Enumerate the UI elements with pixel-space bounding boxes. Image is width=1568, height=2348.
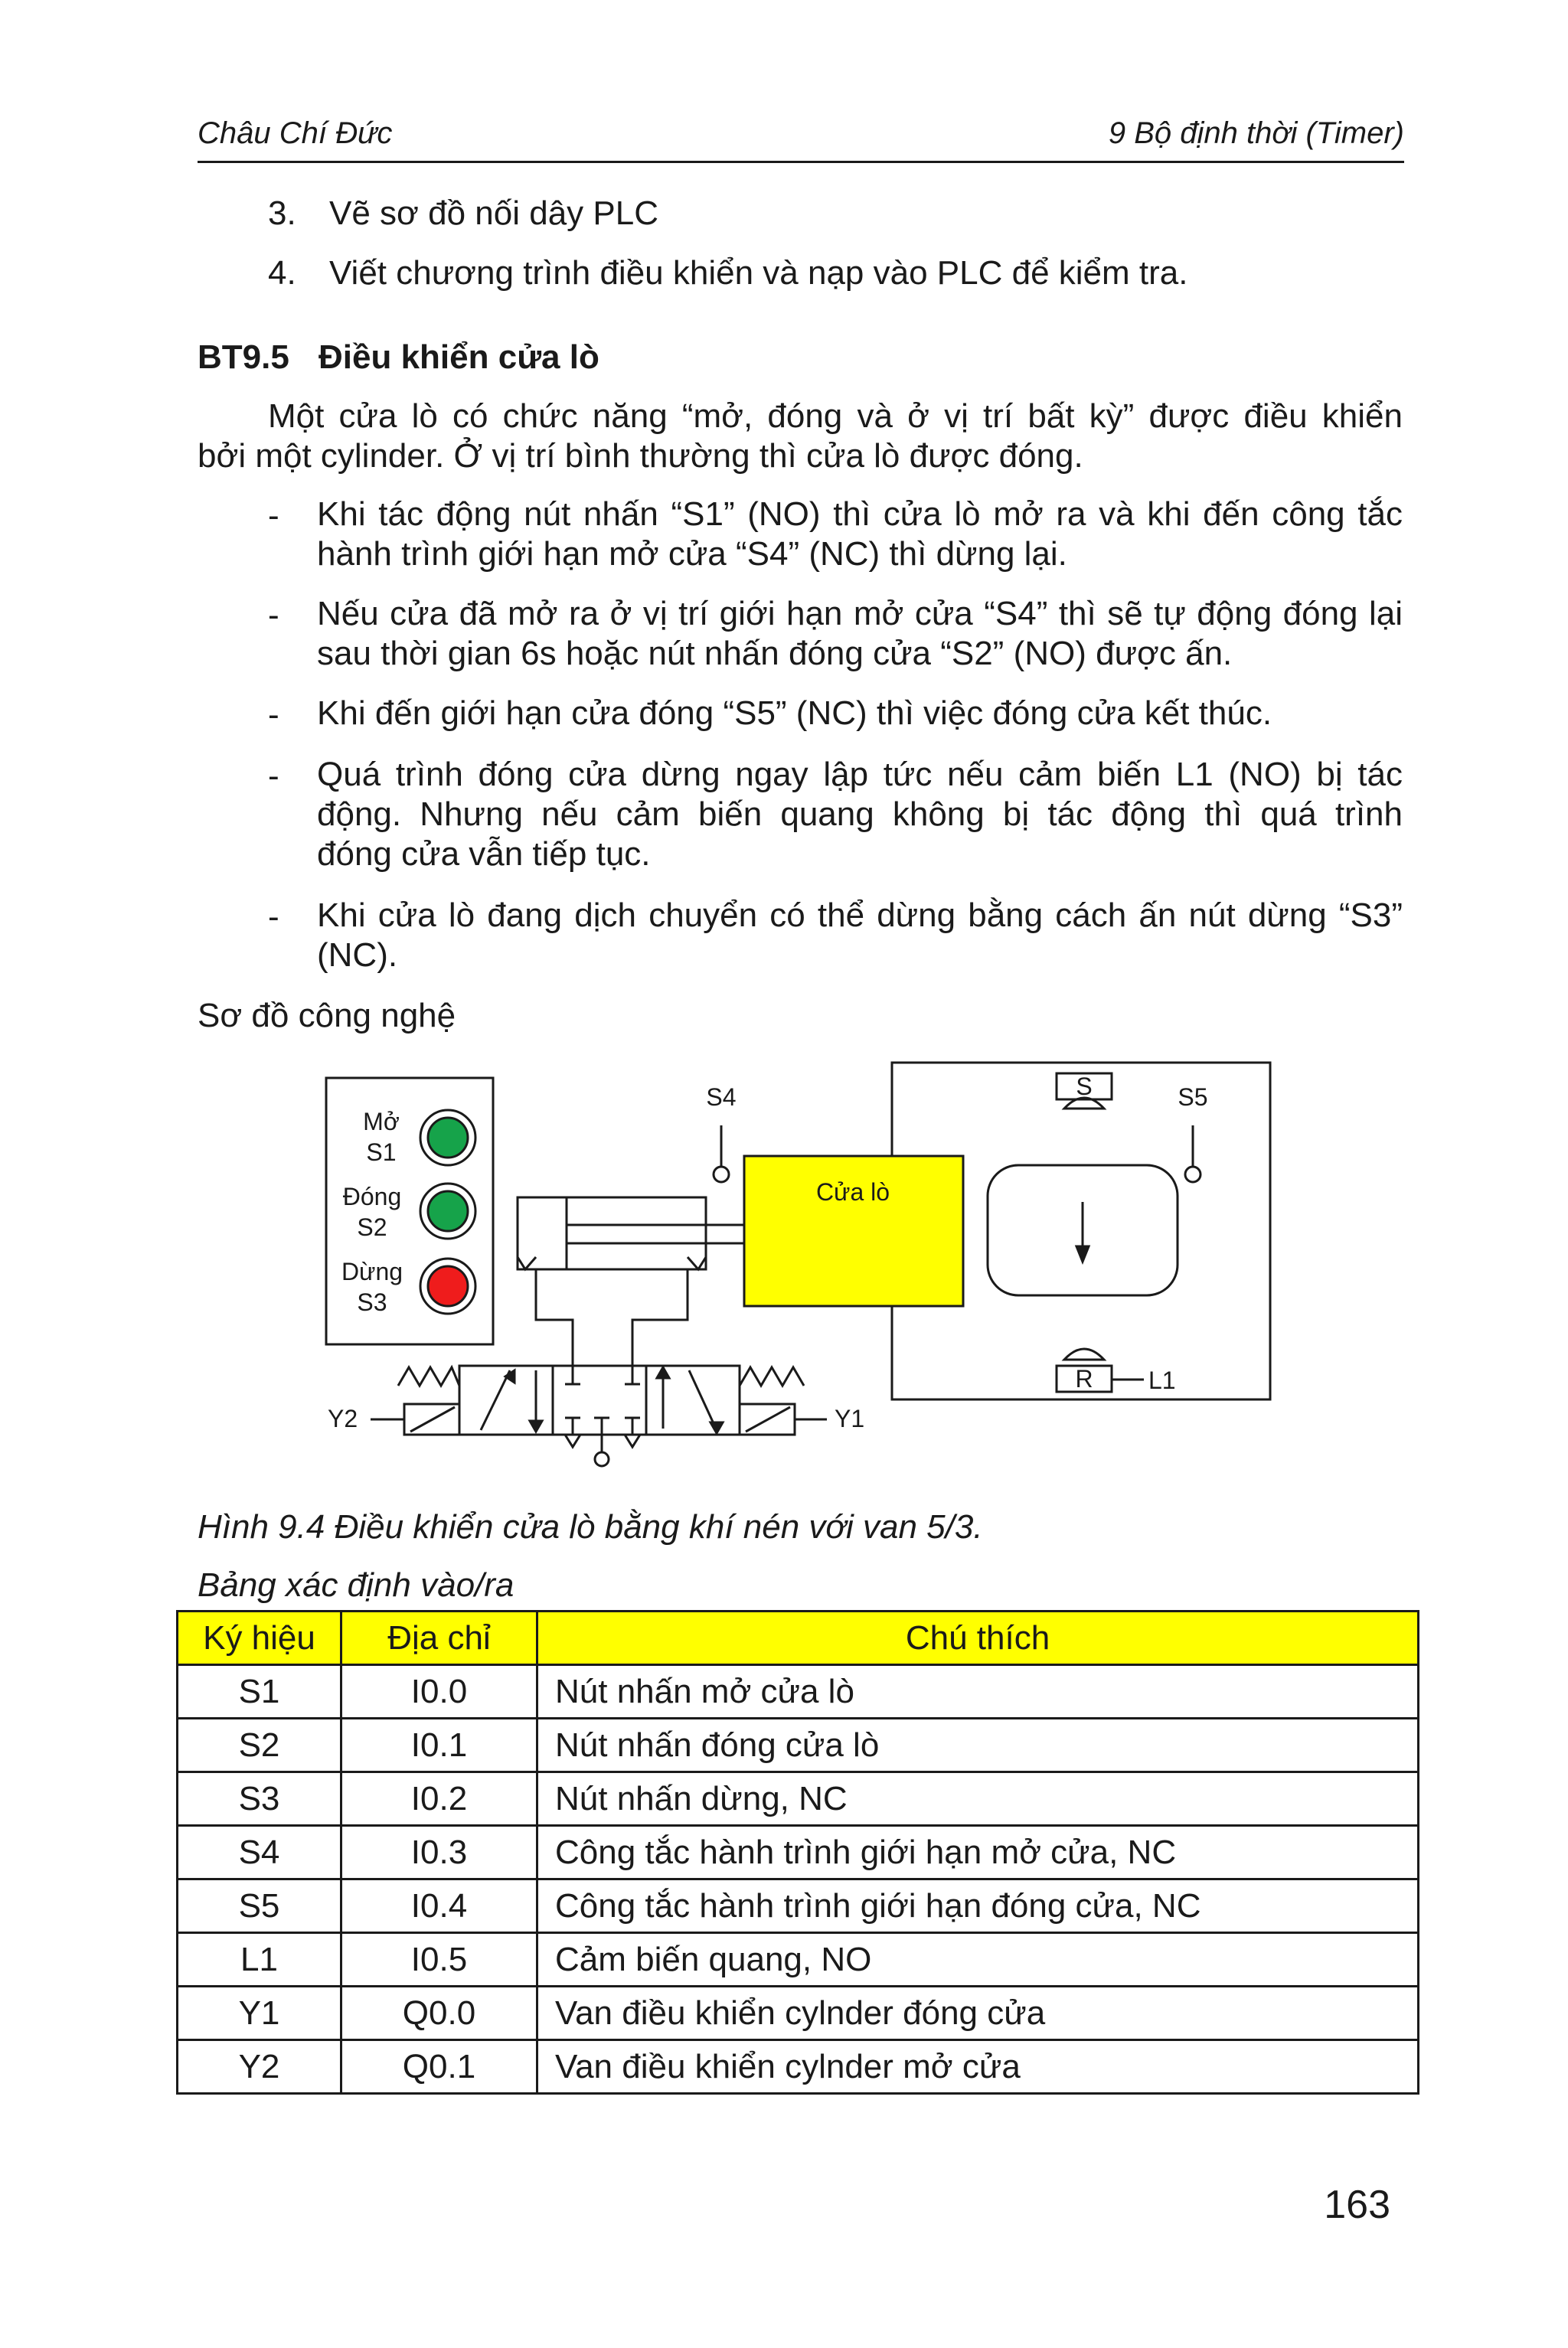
solenoid-y1 — [740, 1404, 827, 1435]
cell-address: Q0.0 — [341, 1987, 537, 2040]
cell-symbol: L1 — [178, 1933, 341, 1987]
table-title: Bảng xác định vào/ra — [198, 1566, 514, 1604]
label-y1: Y1 — [835, 1405, 865, 1432]
cell-address: I0.2 — [341, 1772, 537, 1826]
table-row — [178, 1987, 1419, 2040]
bullet-line: hành trình giới hạn mở cửa “S4” (NC) thì dừng lại. — [317, 535, 1067, 573]
cell-address: I0.5 — [341, 1933, 537, 1987]
bullet-line: động. Nhưng nếu cảm biến quang không bị tác động thì quá trình — [317, 795, 1403, 833]
section-code: BT9.5 — [198, 338, 289, 376]
diagram-title: Sơ đồ công nghệ — [198, 997, 456, 1034]
cell-address: I0.3 — [341, 1826, 537, 1879]
cell-symbol: S2 — [178, 1719, 341, 1772]
column-header: Địa chỉ — [341, 1612, 537, 1665]
cell-symbol: Y2 — [178, 2040, 341, 2094]
label-stop: Dừng — [341, 1258, 403, 1285]
cell-address: Q0.1 — [341, 2040, 537, 2094]
cell-symbol: Y1 — [178, 1987, 341, 2040]
open-button[interactable] — [420, 1110, 475, 1165]
pneumatic-cylinder — [518, 1197, 744, 1269]
step-text: Vẽ sơ đồ nối dây PLC — [329, 194, 658, 232]
label-sensor-s: S — [1076, 1073, 1093, 1100]
step-number: 4. — [268, 254, 296, 292]
step-number: 3. — [268, 194, 296, 232]
cell-note: Công tắc hành trình giới hạn mở cửa, NC — [537, 1826, 1419, 1879]
cell-symbol: S3 — [178, 1772, 341, 1826]
label-open: Mở — [363, 1108, 400, 1135]
arrow-head-icon — [1076, 1246, 1089, 1262]
io-table — [176, 1610, 1419, 2095]
label-door: Cửa lò — [815, 1178, 890, 1206]
label-s2: S2 — [357, 1213, 387, 1241]
spring-icon — [398, 1367, 459, 1386]
header-author: Châu Chí Đức — [198, 116, 393, 150]
bullet-line: Nếu cửa đã mở ra ở vị trí giới hạn mở cửa “S4” thì sẽ tự động đóng lại — [317, 595, 1403, 632]
stop-button[interactable] — [420, 1259, 475, 1314]
arrow-head-icon — [657, 1367, 669, 1378]
table-row — [178, 1665, 1419, 1719]
header-chapter: 9 Bộ định thời (Timer) — [1108, 116, 1404, 150]
bullet-line: Khi cửa lò đang dịch chuyển có thể dừng bằng cách ấn nút dừng “S3” — [317, 896, 1403, 934]
table-row — [178, 1879, 1419, 1933]
arrow-head-icon — [505, 1370, 514, 1383]
table-row — [178, 1772, 1419, 1826]
label-sensor-r: R — [1075, 1365, 1093, 1393]
label-s4: S4 — [706, 1083, 737, 1111]
cell-address: I0.1 — [341, 1719, 537, 1772]
column-header: Chú thích — [537, 1612, 1419, 1665]
bullet-line: (NC). — [317, 936, 398, 974]
section-title: Điều khiển cửa lò — [318, 338, 599, 376]
bullet-dash: - — [268, 596, 279, 634]
close-button[interactable] — [420, 1184, 475, 1239]
cell-address: I0.0 — [341, 1665, 537, 1719]
label-y2: Y2 — [328, 1405, 358, 1432]
cell-address: I0.4 — [341, 1879, 537, 1933]
valve-5-3 — [459, 1366, 740, 1466]
bullet-line: đóng cửa vẫn tiếp tục. — [317, 835, 651, 873]
limit-switch-s4 — [714, 1125, 729, 1182]
table-row — [178, 2040, 1419, 2094]
cell-note: Nút nhấn dừng, NC — [537, 1772, 1419, 1826]
table-row — [178, 1933, 1419, 1987]
sensor-r-icon — [1057, 1349, 1144, 1392]
cell-symbol: S4 — [178, 1826, 341, 1879]
cell-symbol: S1 — [178, 1665, 341, 1719]
label-s3: S3 — [357, 1288, 387, 1316]
figure-caption: Hình 9.4 Điều khiển cửa lò bằng khí nén với van 5/3. — [198, 1508, 983, 1546]
air-line — [632, 1269, 688, 1366]
page-number: 163 — [1324, 2183, 1390, 2227]
cell-note: Nút nhấn mở cửa lò — [537, 1665, 1419, 1719]
label-l1: L1 — [1148, 1367, 1176, 1394]
label-s5: S5 — [1178, 1083, 1208, 1111]
label-close: Đóng — [342, 1183, 402, 1210]
column-header: Ký hiệu — [178, 1612, 341, 1665]
limit-switch-s5 — [1185, 1125, 1200, 1182]
bullet-line: Quá trình đóng cửa dừng ngay lập tức nếu cảm biến L1 (NO) bị tác — [317, 756, 1403, 793]
bullet-line: sau thời gian 6s hoặc nút nhấn đóng cửa “S2” (NO) được ấn. — [317, 635, 1233, 672]
cell-note: Van điều khiển cylnder đóng cửa — [537, 1987, 1419, 2040]
intro-line: bởi một cylinder. Ở vị trí bình thường thì cửa lò được đóng. — [198, 437, 1083, 475]
intro-line: Một cửa lò có chức năng “mở, đóng và ở vị trí bất kỳ” được điều khiển — [268, 397, 1403, 435]
cell-note: Nút nhấn đóng cửa lò — [537, 1719, 1419, 1772]
bullet-dash: - — [268, 898, 279, 936]
spring-icon — [740, 1367, 804, 1386]
air-line — [536, 1269, 573, 1366]
solenoid-y2 — [371, 1404, 459, 1435]
table-row — [178, 1826, 1419, 1879]
cell-note: Công tắc hành trình giới hạn đóng cửa, NC — [537, 1879, 1419, 1933]
bullet-dash: - — [268, 757, 279, 795]
label-s1: S1 — [366, 1138, 397, 1166]
table-header-row — [178, 1612, 1419, 1665]
arrow-head-icon — [710, 1422, 723, 1433]
table-row — [178, 1719, 1419, 1772]
arrow-head-icon — [530, 1421, 542, 1432]
cell-note: Van điều khiển cylnder mở cửa — [537, 2040, 1419, 2094]
bullet-dash: - — [268, 497, 279, 534]
cell-note: Cảm biến quang, NO — [537, 1933, 1419, 1987]
step-text: Viết chương trình điều khiển và nạp vào PLC để kiểm tra. — [329, 254, 1188, 292]
cell-symbol: S5 — [178, 1879, 341, 1933]
bullet-line: Khi tác động nút nhấn “S1” (NO) thì cửa lò mở ra và khi đến công tắc — [317, 495, 1403, 533]
bullet-dash: - — [268, 696, 279, 733]
bullet-line: Khi đến giới hạn cửa đóng “S5” (NC) thì việc đóng cửa kết thúc. — [317, 694, 1272, 732]
